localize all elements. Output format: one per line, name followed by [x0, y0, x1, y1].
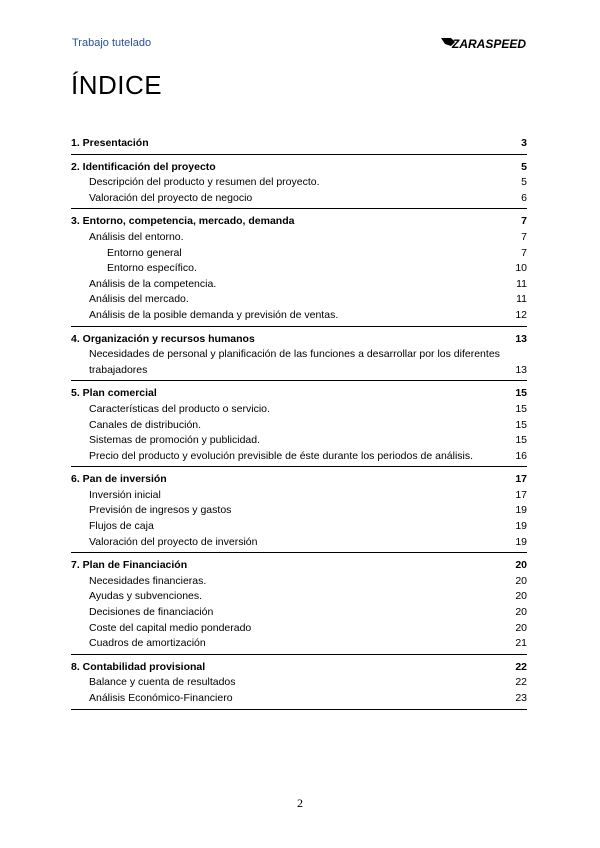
toc-section-label: 1. Presentación	[71, 137, 149, 149]
toc-entry[interactable]	[71, 675, 527, 691]
toc-entry[interactable]	[71, 292, 527, 308]
toc-entry[interactable]	[71, 418, 527, 434]
toc-page-number: 22	[515, 676, 527, 689]
toc-page-number: 15	[515, 387, 527, 400]
toc-page-number: 7	[521, 215, 527, 228]
toc-entry[interactable]	[71, 636, 527, 652]
toc-section-heading[interactable]	[71, 214, 527, 230]
toc-entry-label: Balance y cuenta de resultados	[89, 676, 236, 689]
toc-page-number: 13	[515, 332, 527, 345]
page-number: 2	[297, 796, 303, 810]
toc-entry-label: Valoración del proyecto de inversión	[89, 535, 258, 548]
toc-section-heading[interactable]	[71, 160, 527, 176]
toc-section-label: 2. Identificación del proyecto	[71, 160, 216, 173]
table-of-contents	[71, 136, 527, 715]
toc-page-number: 6	[521, 191, 527, 204]
toc-entry[interactable]	[71, 402, 527, 418]
toc-section-label: 8. Contabilidad provisional	[71, 660, 206, 673]
toc-section-label: 5. Plan comercial	[71, 387, 157, 400]
toc-entry-label: Entorno general	[107, 246, 182, 259]
toc-section	[71, 558, 527, 655]
toc-section	[71, 332, 527, 382]
toc-entry[interactable]	[71, 230, 527, 246]
toc-entry-label: Precio del producto y evolución previsible de éste durante los periodos de análisis.	[89, 449, 474, 462]
toc-page-number: 7	[521, 246, 527, 259]
zaraspeed-logo	[441, 36, 531, 50]
toc-entry-label: Análisis de la posible demanda y previsión de ventas.	[89, 308, 339, 321]
toc-section-heading[interactable]	[71, 386, 527, 402]
toc-page-number: 22	[515, 660, 527, 673]
header-title: Trabajo tutelado	[72, 37, 152, 49]
toc-entry-label: Ayudas y subvenciones.	[89, 590, 203, 603]
toc-page-number: 15	[515, 402, 527, 415]
toc-entry-label: Cuadros de amortización	[89, 637, 206, 650]
toc-section	[71, 386, 527, 467]
toc-section	[71, 160, 527, 210]
toc-entry-label: Coste del capital medio ponderado	[89, 621, 252, 634]
toc-page-number: 17	[515, 473, 527, 486]
toc-entry[interactable]	[71, 246, 527, 262]
toc-page-number: 20	[515, 574, 527, 587]
toc-page-number: 10	[515, 262, 527, 275]
toc-entry[interactable]	[71, 347, 527, 378]
toc-entry-label: Flujos de caja	[89, 520, 154, 533]
page-title: ÍNDICE	[71, 70, 163, 100]
toc-entry[interactable]	[71, 175, 527, 191]
logo-text: ZARASPEED	[452, 37, 527, 50]
toc-entry[interactable]	[71, 449, 527, 465]
toc-page-number: 5	[521, 160, 527, 173]
toc-page-number: 11	[516, 293, 527, 306]
toc-entry-label: Análisis del entorno.	[89, 230, 184, 243]
toc-entry-label: Necesidades financieras.	[89, 574, 207, 587]
toc-page-number: 16	[515, 449, 527, 462]
toc-entry[interactable]	[71, 277, 527, 293]
toc-page-number: 20	[515, 559, 527, 572]
toc-page-number: 19	[515, 504, 527, 517]
toc-entry-label: Inversión inicial	[89, 488, 161, 501]
toc-section-heading[interactable]	[71, 332, 527, 348]
toc-section-label: 6. Pan de inversión	[71, 473, 167, 486]
toc-page-number: 11	[516, 277, 527, 290]
toc-page-number: 15	[515, 418, 527, 431]
toc-section-heading[interactable]	[71, 660, 527, 676]
toc-entry[interactable]	[71, 433, 527, 449]
toc-page-number: 7	[521, 230, 527, 243]
toc-entry[interactable]	[71, 605, 527, 621]
toc-entry-label: Necesidades de personal y planificación de las funciones a desarrollar por los diferentes trabajadores	[89, 348, 500, 376]
toc-entry[interactable]	[71, 191, 527, 207]
toc-entry[interactable]	[71, 621, 527, 637]
toc-entry-label: Valoración del proyecto de negocio	[89, 191, 253, 204]
toc-section	[71, 660, 527, 710]
toc-page-number: 19	[515, 535, 527, 548]
toc-entry[interactable]	[71, 261, 527, 277]
toc-page-number: 13	[515, 363, 527, 376]
toc-section	[71, 214, 527, 326]
toc-page-number: 3	[521, 137, 527, 149]
toc-page-number: 15	[515, 434, 527, 447]
toc-section-label: 3. Entorno, competencia, mercado, demanda	[71, 215, 295, 228]
toc-entry-label: Canales de distribución.	[89, 418, 202, 431]
toc-entry-label: Características del producto o servicio.	[89, 402, 270, 415]
toc-page-number: 17	[515, 488, 527, 501]
toc-entry-label: Previsión de ingresos y gastos	[89, 504, 232, 517]
toc-page-number: 12	[515, 308, 527, 321]
toc-entry[interactable]	[71, 308, 527, 324]
toc-entry[interactable]	[71, 519, 527, 535]
toc-section-heading[interactable]	[71, 136, 527, 152]
toc-page-number: 19	[515, 520, 527, 533]
toc-entry[interactable]	[71, 488, 527, 504]
toc-entry[interactable]	[71, 503, 527, 519]
toc-page-number: 23	[515, 692, 527, 704]
toc-section	[71, 472, 527, 553]
toc-entry-label: Entorno específico.	[107, 262, 197, 275]
toc-section-label: 7. Plan de Financiación	[71, 559, 188, 572]
toc-page-number: 21	[515, 637, 527, 650]
toc-entry-label: Análisis del mercado.	[89, 293, 189, 306]
toc-entry-label: Decisiones de financiación	[89, 606, 214, 619]
toc-section-label: 4. Organización y recursos humanos	[71, 332, 255, 345]
toc-entry[interactable]	[71, 535, 527, 551]
toc-page-number: 20	[515, 590, 527, 603]
toc-entry[interactable]	[71, 691, 527, 707]
toc-entry-label: Descripción del producto y resumen del proyecto.	[89, 176, 320, 189]
toc-page-number: 20	[515, 621, 527, 634]
toc-section-heading[interactable]	[71, 472, 527, 488]
toc-section-heading[interactable]	[71, 558, 527, 574]
toc-entry-label: Sistemas de promoción y publicidad.	[89, 434, 261, 447]
toc-entry[interactable]	[71, 589, 527, 605]
toc-page-number: 20	[515, 606, 527, 619]
toc-entry-label: Análisis de la competencia.	[89, 277, 217, 290]
toc-page-number: 5	[521, 176, 527, 189]
toc-entry-label: Análisis Económico-Financiero	[89, 692, 233, 704]
toc-section	[71, 136, 527, 155]
toc-entry[interactable]	[71, 574, 527, 590]
